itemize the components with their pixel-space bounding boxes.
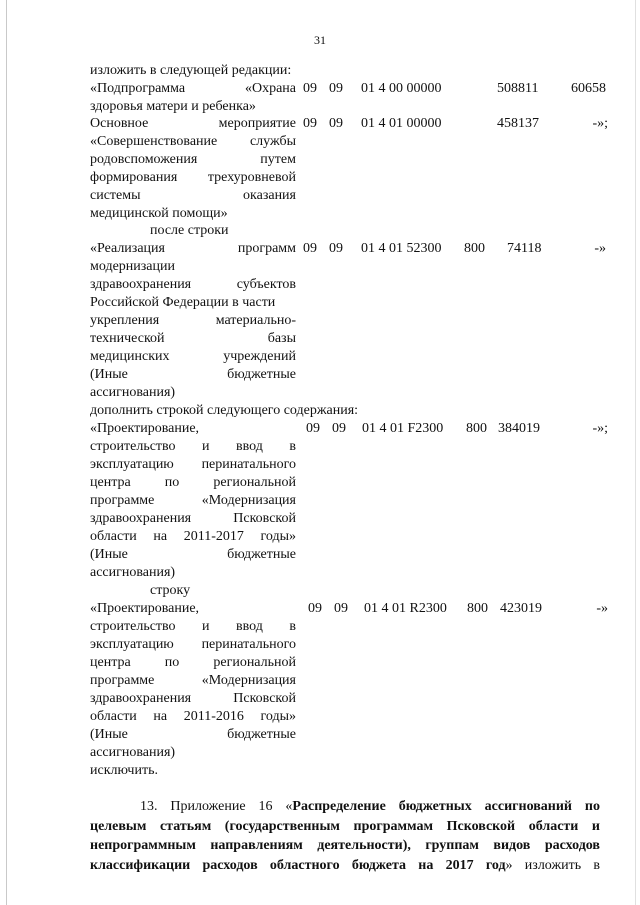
scan-edge-left: [6, 0, 7, 905]
entry-4-line: программе «Модернизация: [90, 493, 296, 508]
entry-2-extra: -»;: [592, 116, 608, 131]
entry-3-line: ассигнования): [90, 385, 176, 400]
entry-5-kind: 800: [467, 601, 488, 616]
entry-1-extra: 60658: [571, 81, 606, 96]
entry-3-section: 09: [303, 241, 317, 256]
item-13-line-3: [90, 836, 600, 856]
entry-2-line: формирования трехуровневой: [90, 170, 296, 185]
entry-3-code: 01 4 01 52300: [361, 241, 442, 256]
entry-3-line: Российской Федерации в части: [90, 295, 276, 310]
exclude-text: исключить.: [90, 763, 158, 778]
entry-3-line: укрепления материально-: [90, 313, 296, 328]
entry-3-kind: 800: [464, 241, 485, 256]
entry-1-amount: 508811: [497, 81, 539, 96]
entry-2-line: системы оказания: [90, 188, 296, 203]
entry-5-line: (Иные бюджетные: [90, 727, 296, 742]
entry-5-line: «Проектирование,: [90, 601, 200, 616]
entry-4-kind: 800: [466, 421, 487, 436]
row-word: строку: [150, 583, 191, 598]
item-13-line-4: [90, 856, 600, 876]
entry-2-subsection: 09: [329, 116, 343, 131]
entry-4-section: 09: [306, 421, 320, 436]
entry-4-line: строительство и ввод в: [90, 439, 296, 454]
entry-2-line: Основное мероприятие: [90, 116, 296, 131]
entry-5-line: строительство и ввод в: [90, 619, 296, 634]
scan-edge-right: [635, 0, 636, 905]
item-13-title-part: непрограммным направлениям деятельности), группам видов расходов: [90, 838, 600, 853]
item-13-title-part: классификации расходов областного бюджета на 2017 год: [90, 857, 506, 873]
entry-4-line: эксплуатацию перинатального: [90, 457, 296, 472]
supplement-text: дополнить строкой следующего содержания:: [90, 403, 359, 418]
entry-1-line: «Подпрограмма «Охрана: [90, 81, 296, 96]
entry-4-line: области на 2011-2017 годы»: [90, 529, 296, 544]
entry-5-line: программе «Модернизация: [90, 673, 296, 688]
entry-5-code: 01 4 01 R2300: [364, 601, 447, 616]
entry-3-line: модернизации: [90, 259, 175, 274]
entry-4-subsection: 09: [332, 421, 346, 436]
intro-text: изложить в следующей редакции:: [90, 63, 292, 78]
item-13-tail: » изложить в: [505, 857, 600, 873]
entry-3-extra: -»: [594, 241, 606, 256]
entry-1-line: здоровья матери и ребенка»: [90, 99, 256, 114]
entry-5-extra: -»: [596, 601, 608, 616]
entry-1-code: 01 4 00 00000: [361, 81, 442, 96]
entry-5-line: эксплуатацию перинатального: [90, 637, 296, 652]
entry-4-line: ассигнования): [90, 565, 176, 580]
item-13-title-part: Распределение бюджетных ассигнований по: [292, 799, 600, 814]
entry-5-section: 09: [308, 601, 322, 616]
entry-3-line: медицинских учреждений: [90, 349, 296, 364]
item-13-line-2: [90, 817, 600, 837]
entry-3-line: «Реализация программ: [90, 241, 296, 256]
entry-2-line: «Совершенствование службы: [90, 134, 296, 149]
entry-4-code: 01 4 01 F2300: [362, 421, 444, 436]
entry-4-amount: 384019: [498, 421, 540, 436]
item-13-lead: 13. Приложение 16 «: [140, 799, 293, 814]
entry-4-line: «Проектирование,: [90, 421, 200, 436]
entry-2-section: 09: [303, 116, 317, 131]
item-13-title-part: целевым статьям (государственным программам Псковской области и: [90, 818, 600, 834]
after-rows-text: после строки: [150, 223, 229, 238]
item-13-paragraph: [90, 797, 600, 875]
entry-2-line: родовспоможения путем: [90, 152, 296, 167]
entry-3-line: (Иные бюджетные: [90, 367, 296, 382]
entry-4-extra: -»;: [592, 421, 608, 436]
item-13-line-1: [90, 797, 600, 817]
entry-2-amount: 458137: [497, 116, 539, 131]
entry-4-line: здравоохранения Псковской: [90, 511, 296, 526]
entry-5-line: центра по региональной: [90, 655, 296, 670]
entry-2-line: медицинской помощи»: [90, 206, 228, 221]
entry-4-line: (Иные бюджетные: [90, 547, 296, 562]
entry-3-subsection: 09: [329, 241, 343, 256]
entry-5-amount: 423019: [500, 601, 542, 616]
entry-3-line: технической базы: [90, 331, 296, 346]
page-number: 31: [314, 33, 326, 47]
entry-5-line: здравоохранения Псковской: [90, 691, 296, 706]
entry-5-line: области на 2011-2016 годы»: [90, 709, 296, 724]
entry-2-code: 01 4 01 00000: [361, 116, 442, 131]
entry-5-subsection: 09: [334, 601, 348, 616]
entry-3-amount: 74118: [507, 241, 542, 256]
entry-3-line: здравоохранения субъектов: [90, 277, 296, 292]
entry-1-subsection: 09: [329, 81, 343, 96]
entry-4-line: центра по региональной: [90, 475, 296, 490]
entry-5-line: ассигнования): [90, 745, 176, 760]
entry-1-section: 09: [303, 81, 317, 96]
